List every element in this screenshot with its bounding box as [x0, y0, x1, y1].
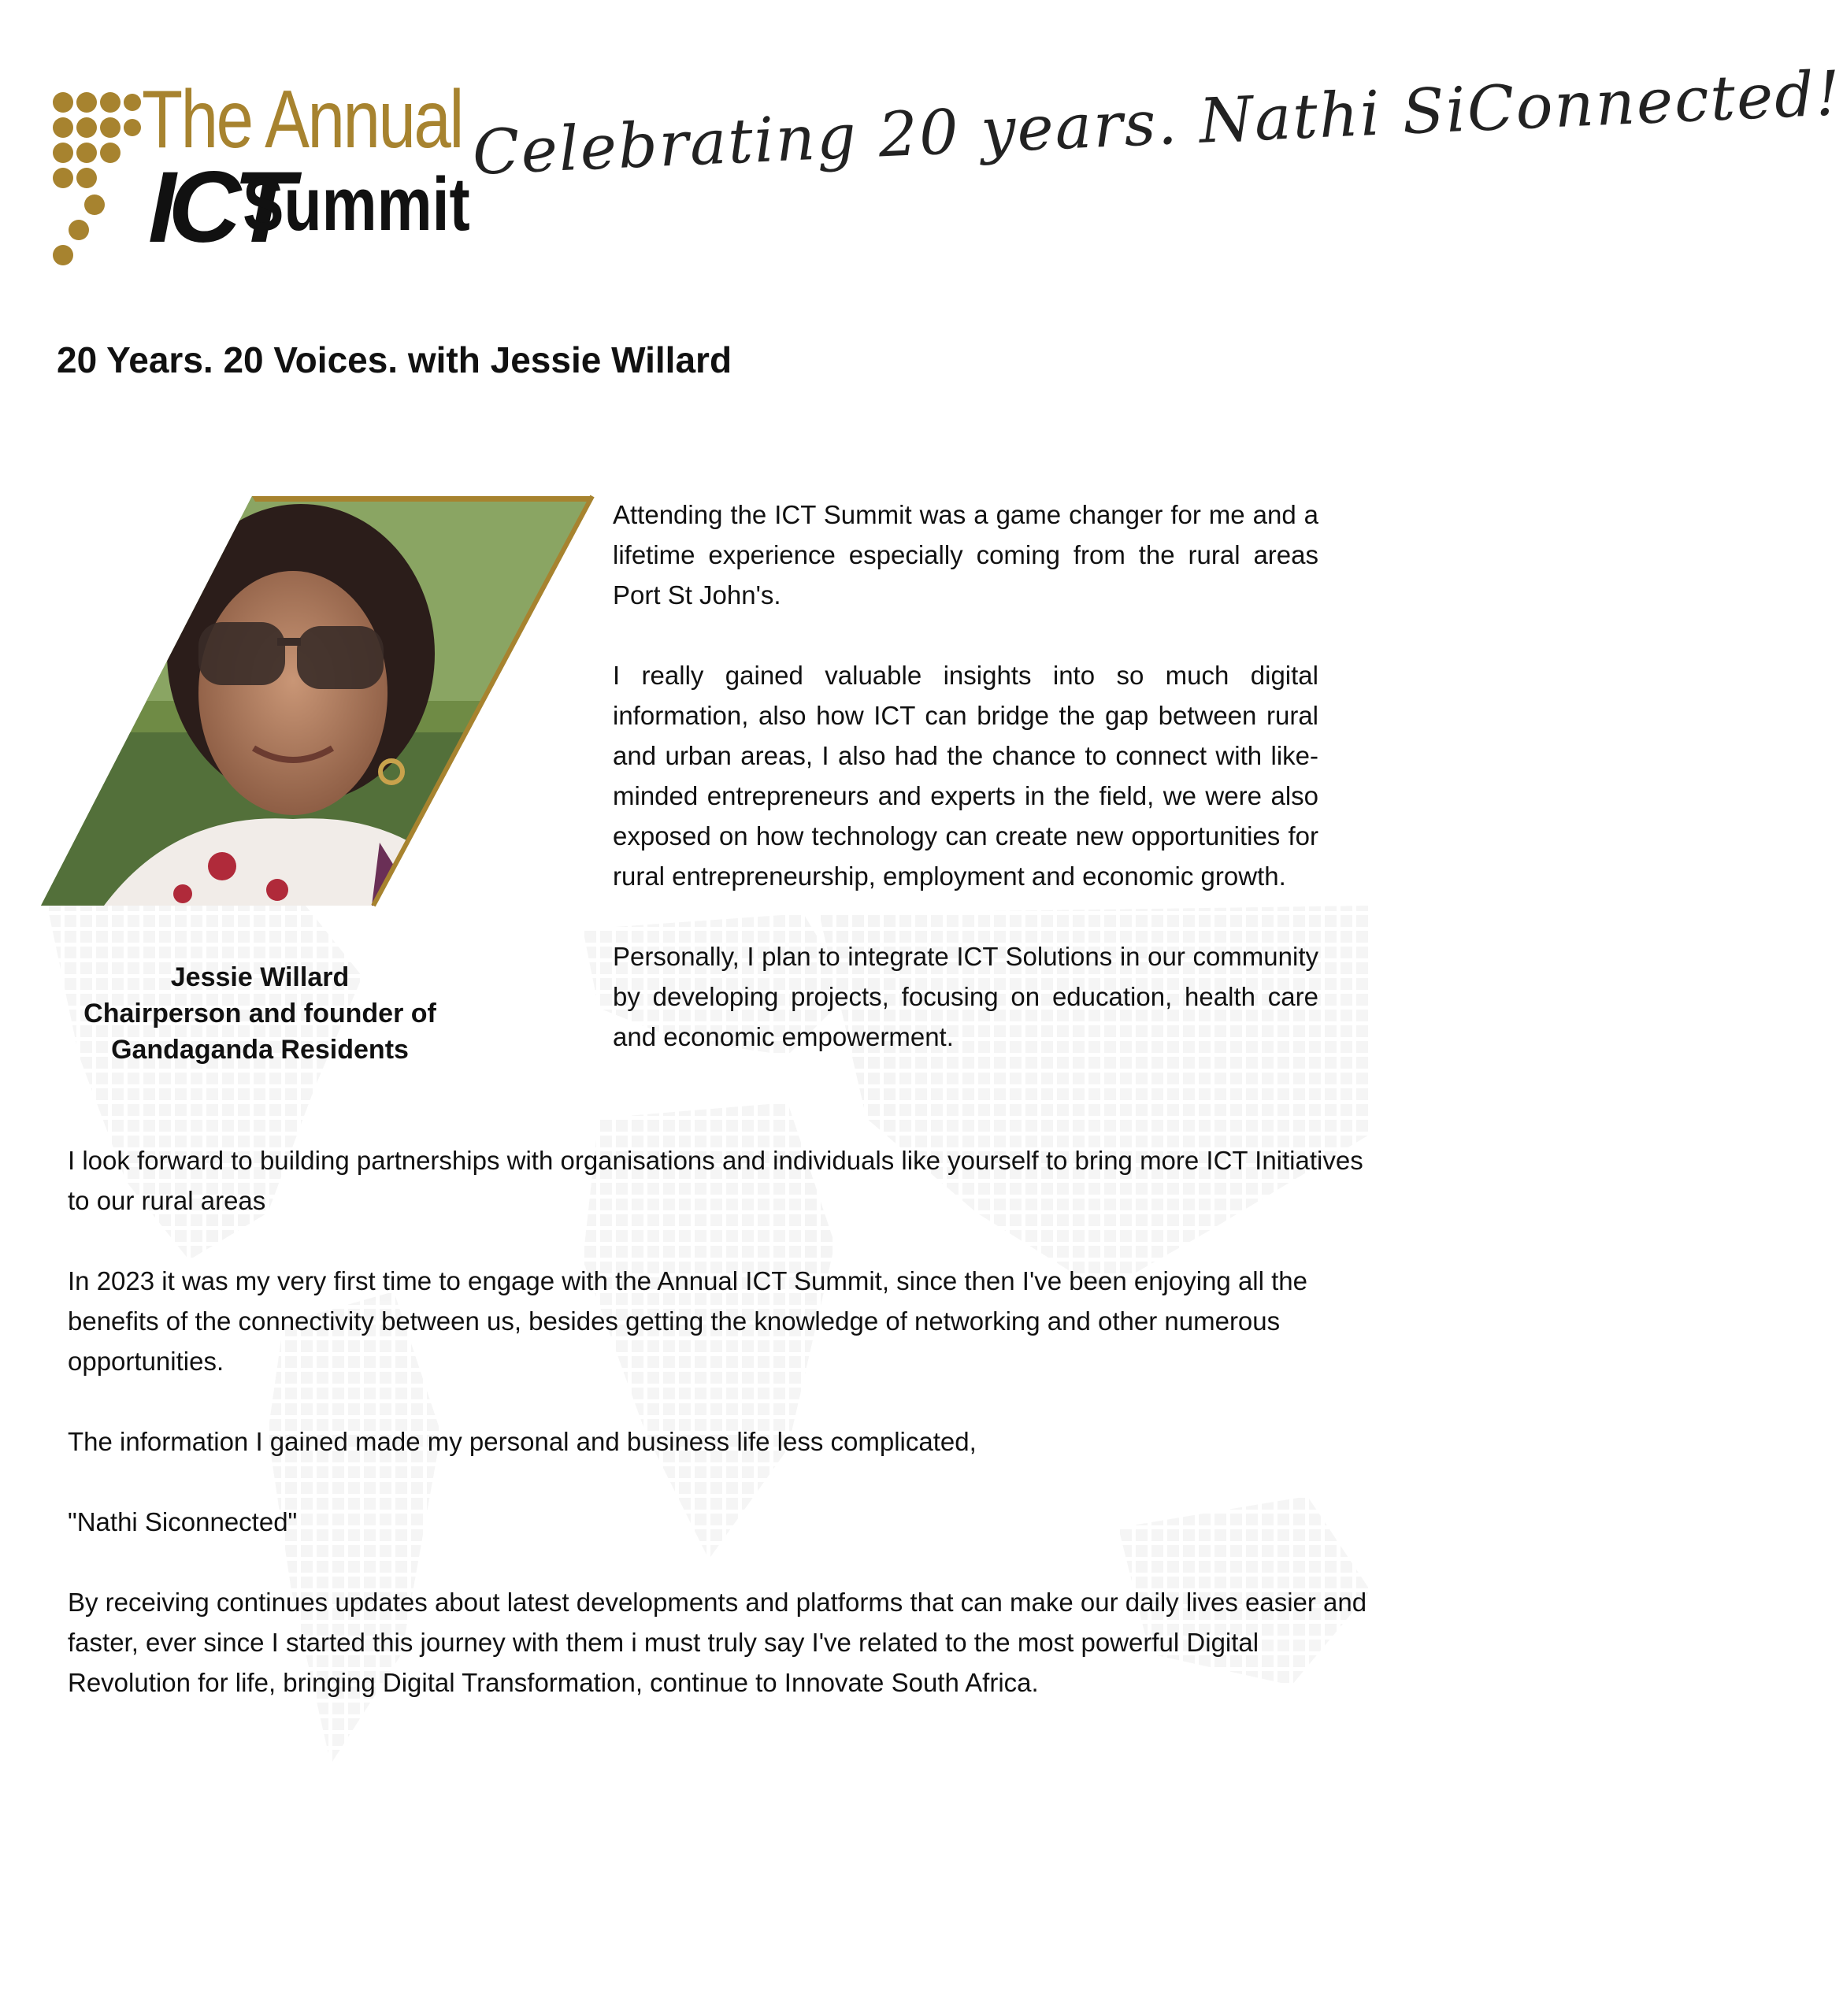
photo-caption [47, 959, 473, 1068]
caption-role-1: Chairperson and founder of [83, 999, 436, 1028]
body-text [68, 1140, 1375, 1743]
tagline: Celebrating 20 years. Nathi SiConnected! [471, 58, 1843, 189]
paragraph: I look forward to building partnerships with organisations and individuals like yourself to bring more ICT Initiatives to our rural areas [68, 1146, 1363, 1215]
caption-role-2: Gandaganda Residents [111, 1035, 409, 1065]
page-title: 20 Years. 20 Voices. with Jessie Willard [57, 339, 732, 380]
paragraph: By receiving continues updates about latest developments and platforms that can make our daily lives easier and faster, ever since I started this journey with them i must truly say I've related to the most powerful Digital Revolution for life, bringing Digital Transformation, continue to Innovate South Africa. [68, 1588, 1367, 1697]
paragraph: Personally, I plan to integrate ICT Solutions in our community by developing projects, focusing on education, health care and economic empowerment. [613, 942, 1318, 1051]
logo-line-1: The Annual [142, 74, 462, 165]
right-column [613, 495, 1318, 1097]
ict-summit-logo [47, 74, 470, 276]
paragraph: In 2023 it was my very first time to engage with the Annual ICT Summit, since then I've been enjoying all the benefits of the connectivity between us, besides getting the knowledge of networking and other numerous opportunities. [68, 1266, 1308, 1376]
paragraph: I really gained valuable insights into so much digital information, also how ICT can bridge the gap between rural and urban areas, I also had the chance to connect with like-minded entrepreneurs and experts in the field, we were also exposed on how technology can create new opportunities for rural entrepreneurship, employment and economic growth. [613, 661, 1318, 891]
paragraph: The information I gained made my personal and business life less complicated, [68, 1427, 977, 1456]
portrait-photo [41, 496, 592, 906]
logo-dots-icon [47, 87, 142, 268]
quote: "Nathi Siconnected" [68, 1507, 298, 1536]
logo-summit: Summit [243, 162, 470, 246]
logo-ict: ICT [148, 151, 287, 264]
caption-name: Jessie Willard [170, 962, 350, 992]
paragraph: Attending the ICT Summit was a game changer for me and a lifetime experience especially coming from the rural areas Port St John's. [613, 500, 1318, 610]
